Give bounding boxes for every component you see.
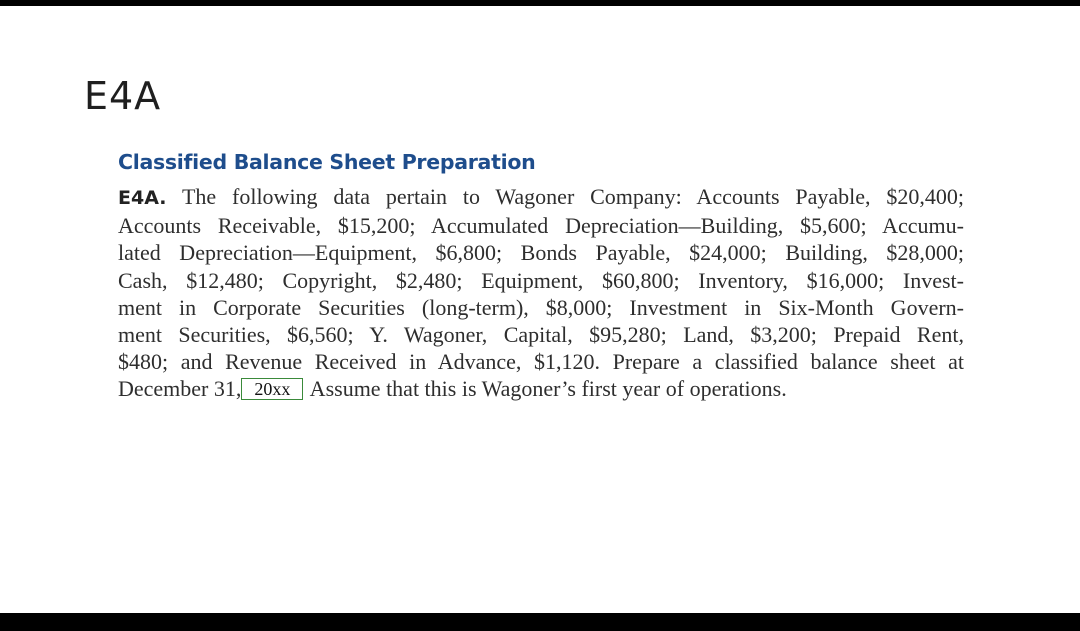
section-heading: Classified Balance Sheet Preparation [118,150,536,174]
exercise-line-1 [118,183,964,212]
exercise-line-2: Accounts Receivable, $15,200; Accumulated Depreciation—Building, $5,600; Accumu- [118,213,964,239]
exercise-line-5: ment in Corporate Securities (long-term), $8,000; Investment in Six-Month Govern- [118,294,964,320]
exercise-line-6: ment Securities, $6,560; Y. Wagoner, Capital, $95,280; Land, $3,200; Prepaid Rent, [118,322,964,348]
exercise-text [118,183,964,403]
exercise-line-1-text: The following data pertain to Wagoner Company: Accounts Payable, $20,400; [166,184,964,209]
top-border [0,0,1080,6]
exercise-line-3: lated Depreciation—Equipment, $6,800; Bonds Payable, $24,000; Building, $28,000; [118,240,964,266]
year-field: 20xx [241,378,303,400]
date-suffix: Assume that this is Wagoner’s first year of operations. [305,376,787,402]
exercise-line-4: Cash, $12,480; Copyright, $2,480; Equipment, $60,800; Inventory, $16,000; Invest- [118,267,964,293]
exercise-line-7: $480; and Revenue Received in Advance, $1,120. Prepare a classified balance sheet at [118,349,964,375]
date-prefix: December 31, [118,376,242,402]
exercise-line-8 [118,375,964,402]
slide-title: E4A [84,74,162,118]
exercise-label: E4A. [118,187,167,209]
bottom-border [0,613,1080,631]
